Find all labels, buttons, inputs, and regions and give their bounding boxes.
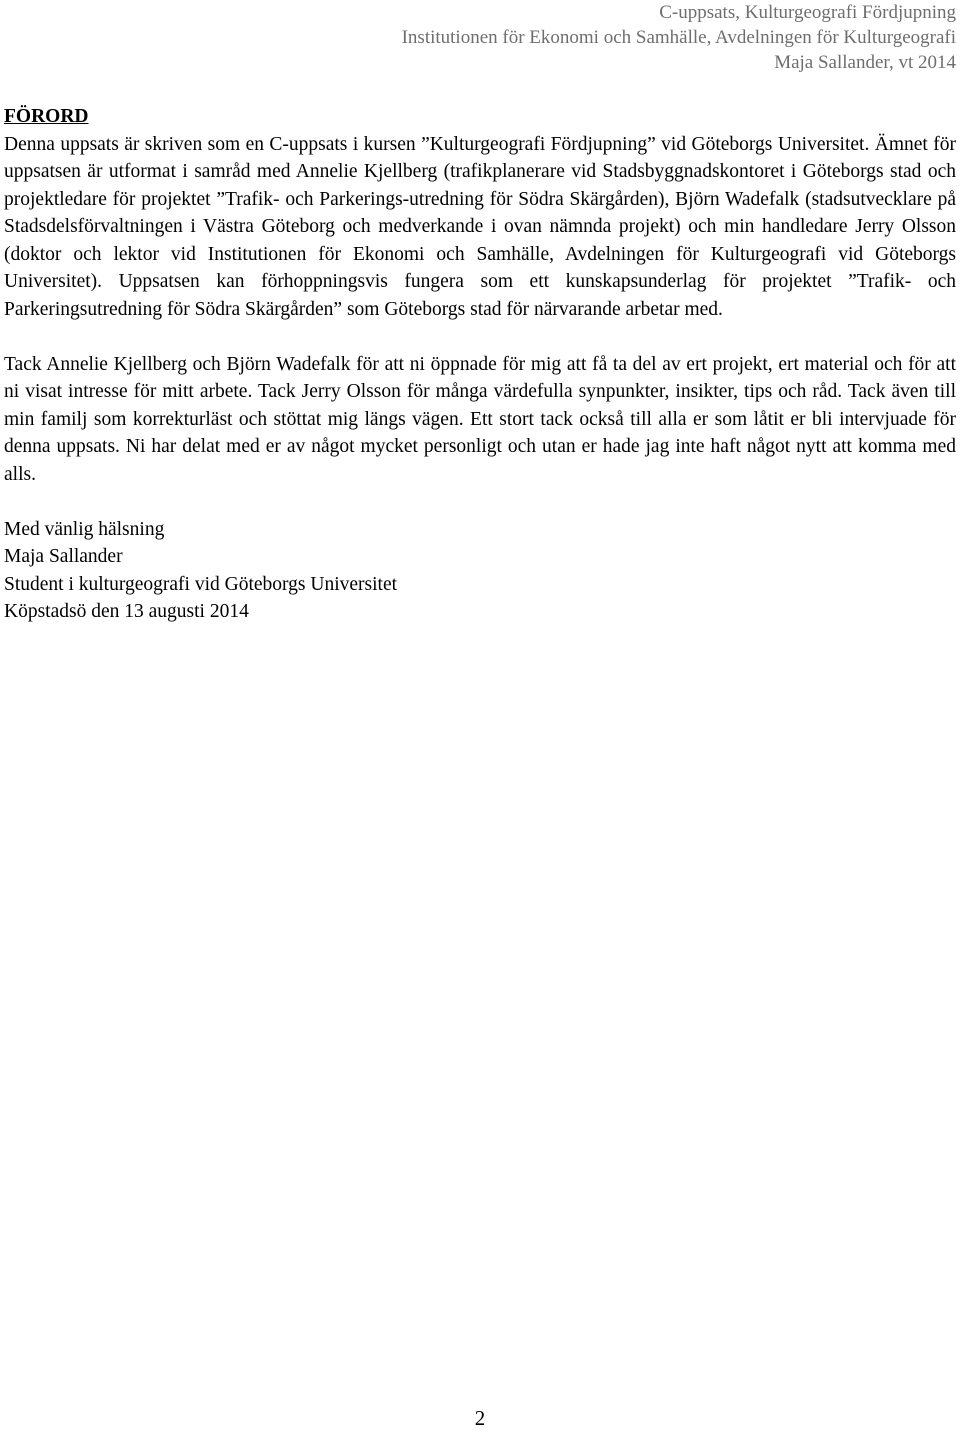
header-course-title: C-uppsats, Kulturgeografi Fördjupning <box>659 2 956 23</box>
running-header <box>402 0 956 75</box>
foreword-paragraph-intro: Denna uppsats är skriven som en C-uppsats i kursen ”Kulturgeografi Fördjupning” vid Göteborgs Universitet. Ämnet för uppsatsen är utformat i samråd med Annelie Kjellberg (trafikplanerare vid Stadsbyggnadskontoret i Göteborgs stad och projektledare för projektet ”Trafik- och Parkerings-utredning för Södra Skärgården), Björn Wadefalk (stadsutvecklare på Stadsdelsförvaltningen i Västra Göteborg och medverkande i ovan nämnda projekt) och min handledare Jerry Olsson (doktor och lektor vid Institutionen för Ekonomi och Samhälle, Avdelningen för Kulturgeografi vid Göteborgs Universitet). Uppsatsen kan förhoppningsvis fungera som ett kunskapsunderlag för projektet ”Trafik- och Parkeringsutredning för Södra Skärgården” som Göteborgs stad för närvarande arbetar med. <box>4 133 956 320</box>
page-number: 2 <box>474 1406 486 1430</box>
closing-greeting: Med vänlig hälsning <box>4 518 165 540</box>
foreword-section <box>4 103 956 626</box>
signature-block <box>4 516 956 626</box>
signature-role: Student i kulturgeografi vid Göteborgs Universitet <box>4 573 398 595</box>
signature-place-date: Köpstadsö den 13 augusti 2014 <box>4 601 249 622</box>
foreword-heading: FÖRORD <box>4 106 89 127</box>
header-author-term: Maja Sallander, vt 2014 <box>774 52 956 73</box>
signature-name: Maja Sallander <box>4 546 123 567</box>
header-department: Institutionen för Ekonomi och Samhälle, Avdelningen för Kulturgeografi <box>401 27 956 48</box>
foreword-paragraph-thanks: Tack Annelie Kjellberg och Björn Wadefalk för att ni öppnade för mig att få ta del av ert projekt, ert material och för att ni visat intresse för mitt arbete. Tack Jerry Olsson för många värdefulla synpunkter, insikter, tips och råd. Tack även till min familj som korrekturläst och stöttat mig längs vägen. Ett stort tack också till alla er som låtit er bli intervjuade för denna uppsats. Ni har delat med er av något mycket personligt och utan er hade jag inte haft något nytt att komma med alls. <box>4 353 956 485</box>
